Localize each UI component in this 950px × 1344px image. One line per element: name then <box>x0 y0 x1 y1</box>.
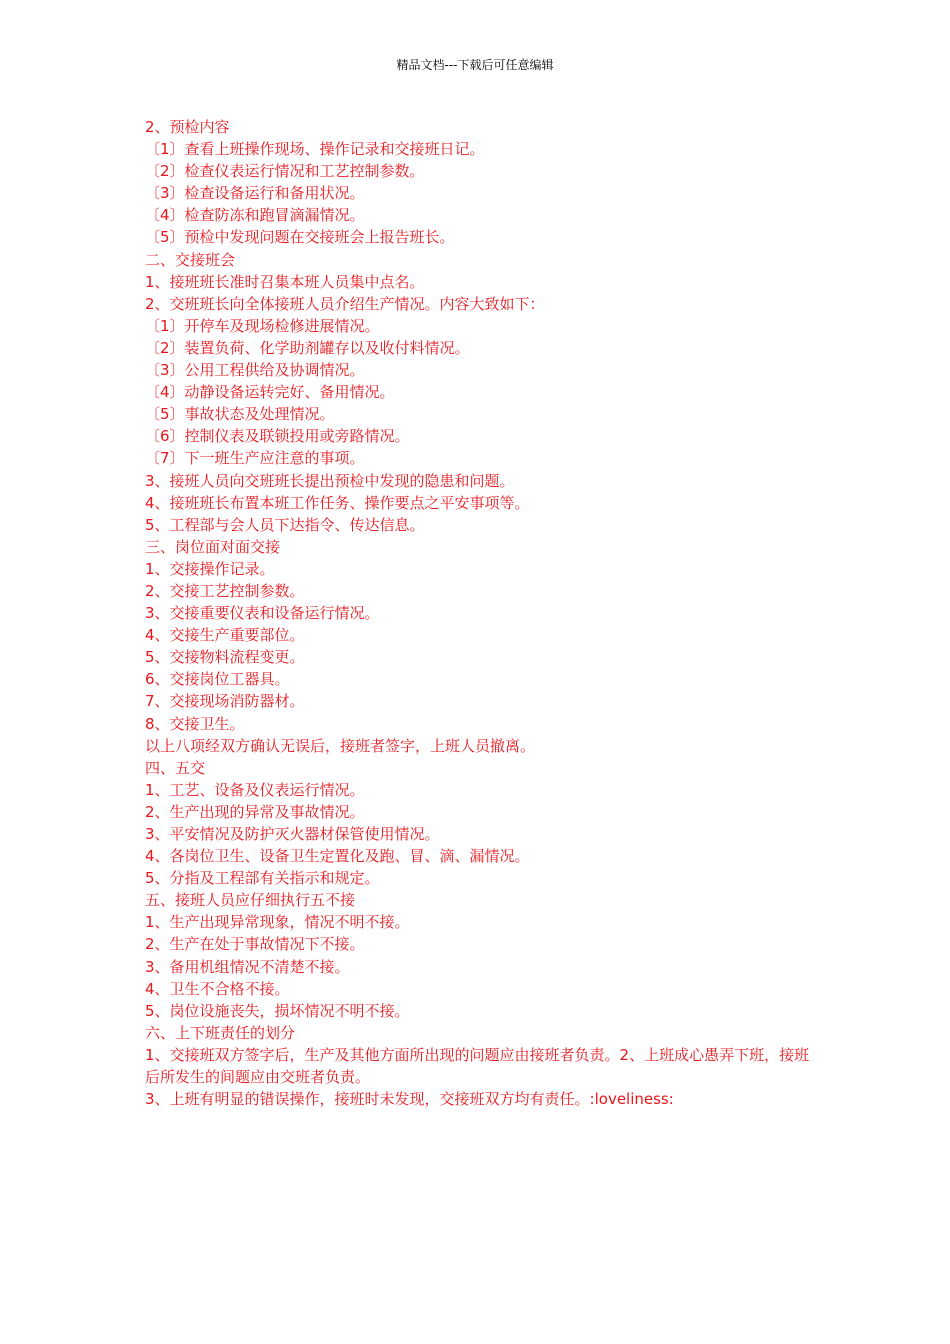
list-item: 〔1〕查看上班操作现场、操作记录和交接班日记。 <box>145 140 485 159</box>
list-item: 1、接班班长准时召集本班人员集中点名。 <box>145 272 425 291</box>
list-item: 3、交接重要仪表和设备运行情况。 <box>145 604 380 623</box>
list-item: 3、接班人员向交班班长提出预检中发现的隐患和问题。 <box>145 471 515 490</box>
list-item: 6、交接岗位工器具。 <box>145 670 290 689</box>
list-item: 3、备用机组情况不清楚不接。 <box>145 957 350 976</box>
list-item: 〔2〕装置负荷、化学助剂罐存以及收付料情况。 <box>145 338 470 357</box>
list-item: 7、交接现场消防器材。 <box>145 692 305 711</box>
list-item: 2、交班班长向全体接班人员介绍生产情况。内容大致如下： <box>145 294 545 313</box>
list-item: 4、各岗位卫生、设备卫生定置化及跑、冒、滴、漏情况。 <box>145 847 530 866</box>
list-item: 〔4〕动静设备运转完好、备用情况。 <box>145 383 395 402</box>
list-item: 4、接班班长布置本班工作任务、操作要点之平安事项等。 <box>145 493 530 512</box>
list-item: 〔1〕开停车及现场检修进展情况。 <box>145 316 380 335</box>
section-heading: 五、接班人员应仔细执行五不接 <box>145 891 356 910</box>
section-heading: 六、上下班责任的划分 <box>145 1023 296 1042</box>
document-body <box>145 116 810 1110</box>
section-heading: 三、岗位面对面交接 <box>145 537 281 556</box>
list-item: 5、工程部与会人员下达指令、传达信息。 <box>145 515 425 534</box>
list-item: 〔6〕控制仪表及联锁投用或旁路情况。 <box>145 427 410 446</box>
paragraph: 1、交接班双方签字后，生产及其他方面所出现的问题应由接班者负责。2、上班成心愚弄下班，接班后所发生的间题应由交班者负责。 <box>145 1045 810 1087</box>
section-heading: 四、五交 <box>145 758 206 777</box>
list-item: 2、生产出现的异常及事故情况。 <box>145 802 365 821</box>
list-item: 4、交接生产重要部位。 <box>145 626 305 645</box>
list-item: 2、交接工艺控制参数。 <box>145 581 305 600</box>
section-heading: 2、预检内容 <box>145 118 230 136</box>
list-item: 〔2〕检查仪表运行情况和工艺控制参数。 <box>145 162 425 181</box>
list-item: 〔4〕检查防冻和跑冒滴漏情况。 <box>145 206 365 225</box>
list-item: 5、岗位设施丧失，损坏情况不明不接。 <box>145 1001 410 1020</box>
list-item: 1、工艺、设备及仪表运行情况。 <box>145 780 365 799</box>
list-item: 1、生产出现异常现象，情况不明不接。 <box>145 913 410 932</box>
list-item: 〔5〕事故状态及处理情况。 <box>145 405 335 424</box>
list-item: 3、平安情况及防护灭火器材保管使用情况。 <box>145 825 440 843</box>
list-item: 4、卫生不合格不接。 <box>145 979 290 998</box>
list-item: 〔3〕公用工程供给及协调情况。 <box>145 361 365 380</box>
page-header: 精品文档---下载后可任意编辑 <box>396 58 554 72</box>
list-item: 〔3〕检查设备运行和备用状况。 <box>145 184 365 203</box>
paragraph: 3、上班有明显的错误操作，接班时未发现，交接班双方均有责任。:loveliness: <box>145 1090 674 1109</box>
list-item: 〔5〕预检中发现问题在交接班会上报告班长。 <box>145 228 455 247</box>
list-item: 8、交接卫生。 <box>145 714 245 733</box>
list-item: 2、生产在处于事故情况下不接。 <box>145 935 365 954</box>
list-item: 5、交接物料流程变更。 <box>145 648 305 667</box>
paragraph: 以上八项经双方确认无误后，接班者签字，上班人员撤离。 <box>145 736 536 755</box>
list-item: 5、分指及工程部有关指示和规定。 <box>145 869 380 888</box>
list-item: 1、交接操作记录。 <box>145 559 275 578</box>
section-heading: 二、交接班会 <box>145 250 236 269</box>
list-item: 〔7〕下一班生产应注意的事项。 <box>145 449 365 468</box>
